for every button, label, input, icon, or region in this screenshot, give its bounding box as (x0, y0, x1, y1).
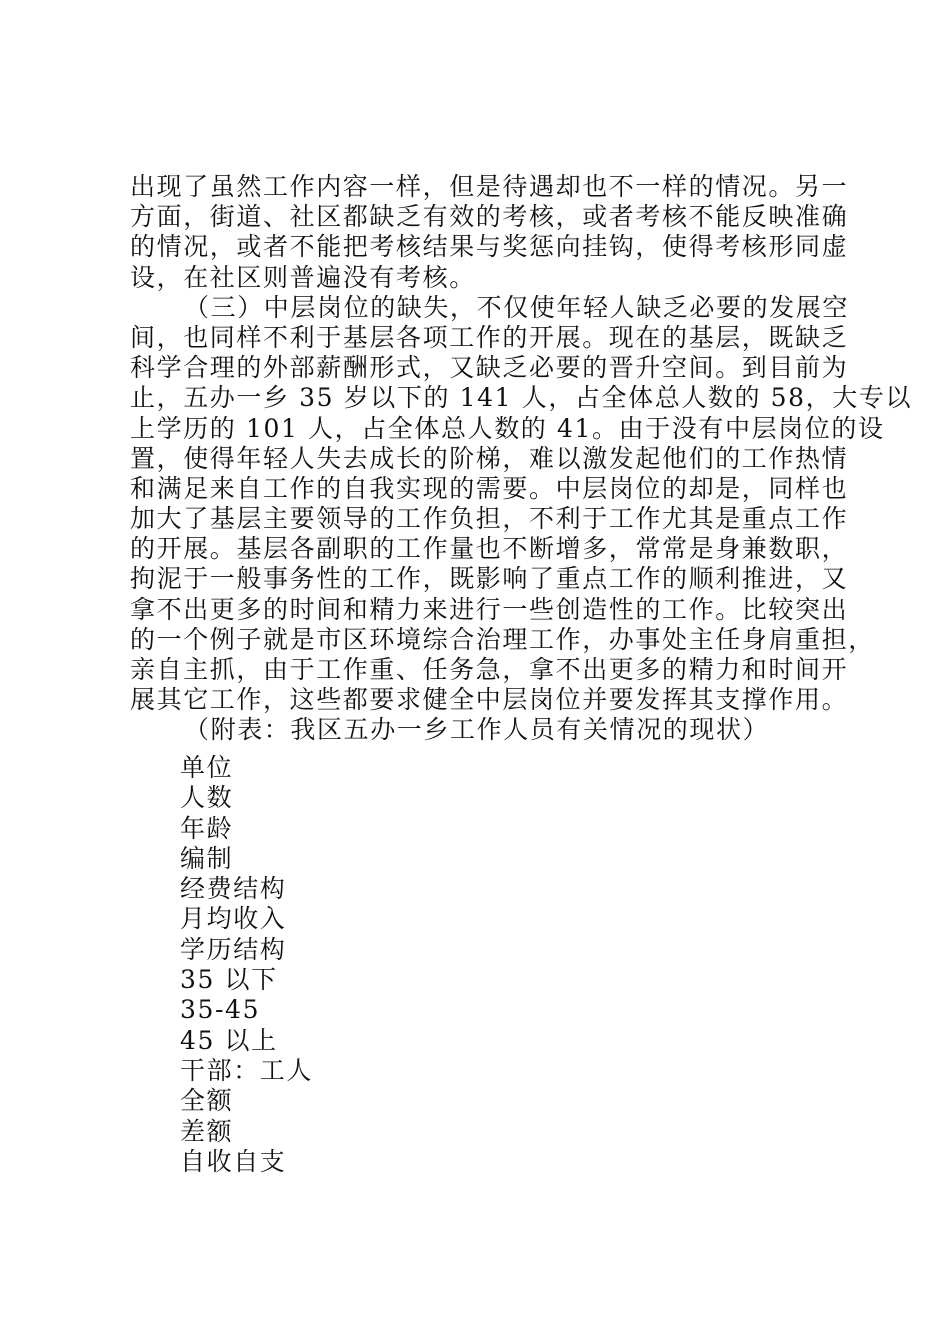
table-item: 干部：工人 (180, 1055, 314, 1085)
paragraph-line: 方面，街道、社区都缺乏有效的考核，或者考核不能反映准确 (130, 202, 849, 232)
paragraph-line: 设，在社区则普遍没有考核。 (130, 262, 476, 292)
paragraph-line: 间，也同样不利于基层各项工作的开展。现在的基层，既缺乏 (130, 322, 849, 352)
paragraph-line: 展其它工作，这些都要求健全中层岗位并要发挥其支撑作用。 (130, 685, 849, 715)
table-item: 人数 (180, 783, 234, 813)
table-item: 全额 (180, 1086, 234, 1116)
paragraph-line: 科学合理的外部薪酬形式，又缺乏必要的晋升空间。到目前为 (130, 353, 849, 383)
table-item: 自收自支 (180, 1146, 287, 1176)
table-item: 编制 (180, 843, 234, 873)
body-text (130, 172, 913, 746)
table-item: 学历结构 (180, 934, 287, 964)
table-item: 35 以下 (180, 965, 278, 995)
paragraph-line: 加大了基层主要领导的工作负担，不利于工作尤其是重点工作 (130, 504, 849, 534)
table-item: 35-45 (180, 995, 261, 1025)
table-caption: （附表：我区五办一乡工作人员有关情况的现状） (184, 715, 770, 745)
table-item: 经费结构 (180, 874, 287, 904)
paragraph-line: 的开展。基层各副职的工作量也不断增多，常常是身兼数职， (130, 534, 849, 564)
paragraph-line: 出现了虽然工作内容一样，但是待遇却也不一样的情况。另一 (130, 172, 849, 201)
table-item: 年龄 (180, 813, 234, 843)
paragraph-line: 的情况，或者不能把考核结果与奖惩向挂钩，使得考核形同虚 (130, 232, 849, 262)
paragraph-line: 拘泥于一般事务性的工作，既影响了重点工作的顺利推进，又 (130, 564, 849, 594)
table-item: 月均收入 (180, 904, 287, 934)
paragraph-line: 亲自主抓，由于工作重、任务急，拿不出更多的精力和时间开 (130, 655, 849, 684)
paragraph-line: 拿不出更多的时间和精力来进行一些创造性的工作。比较突出 (130, 594, 849, 624)
paragraph-line: 置，使得年轻人失去成长的阶梯，难以激发起他们的工作热情 (130, 443, 849, 473)
paragraph-line: 上学历的 101 人，占全体总人数的 41。由于没有中层岗位的设 (130, 413, 885, 443)
paragraph-line: 的一个例子就是市区环境综合治理工作，办事处主任身肩重担， (130, 624, 875, 654)
table-item: 差额 (180, 1116, 234, 1146)
table-item: 45 以上 (180, 1025, 278, 1055)
paragraph-line: 止，五办一乡 35 岁以下的 141 人，占全体总人数的 58，大专以 (130, 383, 913, 413)
table-item-list (180, 753, 313, 1177)
table-item: 单位 (180, 753, 234, 782)
paragraph-line: （三）中层岗位的缺失，不仅使年轻人缺乏必要的发展空 (184, 292, 850, 322)
paragraph-line: 和满足来自工作的自我实现的需要。中层岗位的却是，同样也 (130, 473, 849, 503)
